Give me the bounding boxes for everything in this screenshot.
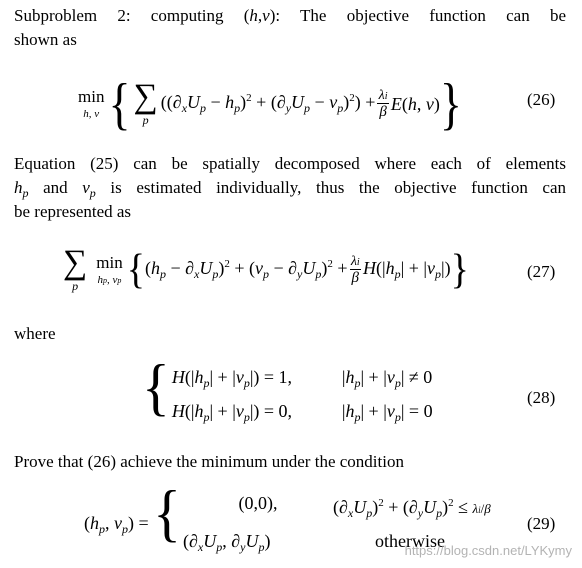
equation-27 (60, 240, 469, 300)
case-row: (0,0), $(\partial_xU_p)^2 + (\partial_yU_p)^2 \le \lambda i/\beta$ (238, 493, 491, 520)
right-brace: } (439, 71, 462, 136)
text-line: shown as (14, 30, 77, 49)
watermark: https://blog.csdn.net/LYKymy (404, 543, 572, 558)
equation-28 (142, 350, 433, 430)
fraction-lambda-beta: $\frac{\lambda i}{\beta}$ (378, 87, 388, 120)
left-brace: { (153, 476, 181, 549)
equation-lhs: ($h_p$, $v_p$) = (84, 513, 154, 536)
equation-26 (78, 72, 462, 136)
fraction-lambda-beta: $\frac{\lambda i}{\beta}$ (350, 253, 360, 286)
paragraph-where (14, 322, 566, 346)
equation-number-29: (29) (527, 514, 556, 533)
case-row: $H(|h_p| + |v_p|) = 0$, $|h_p| + |v_p| = 0$ (171, 401, 433, 424)
equation-number-28: (28) (527, 388, 556, 407)
text-line: be represented as (14, 202, 132, 221)
equation-number-26: (26) (527, 90, 556, 109)
heaviside-term: $H(|h_p| + |v_p|)$ (363, 258, 451, 281)
text-line: Prove that (26) achieve the minimum under the condition (14, 452, 404, 471)
energy-term: E(h, v) (390, 93, 440, 114)
left-brace: { (126, 246, 145, 294)
paragraph-prove (14, 450, 566, 474)
left-brace: { (142, 350, 170, 423)
sum-operator: ∑ p (133, 78, 158, 127)
paragraph-subproblem-intro (14, 4, 566, 28)
text-line: $h_p$ and $v_p$ is estimated individually, thus the objective function can (14, 178, 567, 200)
paragraph-line (14, 28, 566, 52)
left-brace: { (108, 71, 131, 136)
paragraph-line (14, 200, 566, 224)
min-operator: min h, v (78, 87, 105, 120)
case-row: ($\partial_xU_p$, $\partial_yU_p$) otherwise (183, 531, 445, 554)
text-line: where (14, 324, 56, 343)
text-line: Equation (25) can be spatially decomposed where each of elements (14, 154, 566, 173)
right-brace: } (450, 246, 469, 294)
equation-body: $(h_p - \partial_xU_p)^2 + (v_p - \partial_yU_p)^2$ + (144, 258, 348, 281)
text-line: Subproblem 2: computing (h,v): The objective function can be (14, 6, 566, 25)
cases-block (142, 350, 433, 431)
case-row: $H(|h_p| + |v_p|) = 1$, $|h_p| + |v_p| \ne 0$ (171, 367, 433, 390)
paragraph-decomposition (14, 152, 566, 176)
equation-body: $((\partial_xU_p - h_p)^2 + (\partial_yU_p - v_p)^2)$ + (160, 92, 376, 115)
equation-number-27: (27) (527, 262, 556, 281)
min-operator: min hp, vp (96, 253, 123, 286)
sum-operator: ∑ p (63, 244, 88, 293)
